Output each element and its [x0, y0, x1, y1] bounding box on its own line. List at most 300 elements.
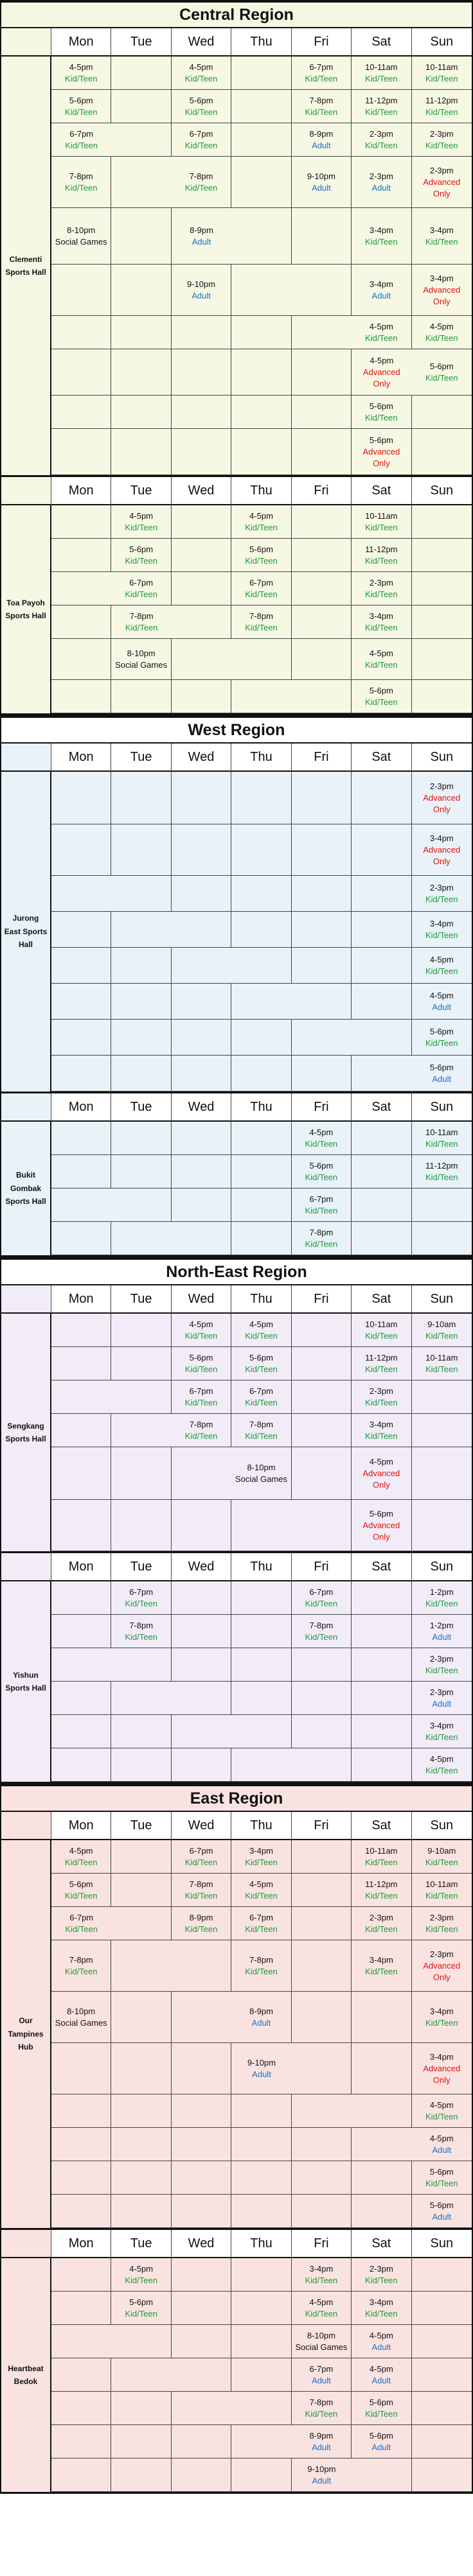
- empty-slot: [292, 1414, 352, 1447]
- session-time: 2-3pm: [369, 2263, 393, 2274]
- session-time: 11-12pm: [365, 544, 398, 554]
- session-slot: [292, 1615, 352, 1648]
- empty-slot: [412, 2392, 472, 2425]
- empty-slot: [111, 2195, 171, 2228]
- session-time: 2-3pm: [369, 1386, 393, 1396]
- session-time: 2-3pm: [429, 781, 454, 791]
- session-time: 4-5pm: [429, 2133, 454, 2143]
- session-category: Advanced Only: [362, 367, 400, 388]
- empty-slot: [111, 265, 171, 316]
- region-title: [1, 1257, 472, 1285]
- session-time: 2-3pm: [429, 1949, 454, 1959]
- session-slot: [352, 605, 411, 639]
- session-category: Kid/Teen: [245, 1397, 278, 1407]
- empty-slot: [172, 1188, 231, 1222]
- session-slot: [412, 912, 472, 948]
- session-slot: [412, 1648, 472, 1682]
- session-time: 2-3pm: [429, 1653, 454, 1664]
- empty-slot: [51, 539, 111, 572]
- session-slot: [412, 316, 472, 349]
- session-category: Kid/Teen: [365, 2275, 398, 2285]
- session-category: Advanced Only: [362, 446, 400, 468]
- session-time: 3-4pm: [429, 2006, 454, 2016]
- session-time: 6-7pm: [189, 1386, 213, 1396]
- session-slot: [352, 349, 411, 396]
- session-category: Kid/Teen: [365, 589, 398, 599]
- session-time: 7-8pm: [309, 2397, 334, 2407]
- session-slot: [292, 1222, 352, 1255]
- session-category: Advanced Only: [423, 792, 461, 814]
- session-category: Kid/Teen: [365, 1431, 398, 1441]
- session-category: Adult: [371, 2342, 391, 2352]
- empty-slot: [352, 2128, 411, 2161]
- session-category: Adult: [432, 2145, 452, 2155]
- session-slot: [51, 1874, 111, 1907]
- empty-slot: [172, 2258, 231, 2292]
- empty-slot: [111, 1122, 171, 1155]
- session-time: 6-7pm: [69, 128, 94, 139]
- empty-slot: [292, 1874, 352, 1907]
- session-category: Kid/Teen: [425, 1172, 458, 1182]
- session-category: Kid/Teen: [365, 1397, 398, 1407]
- session-time: 8-10pm: [307, 2330, 335, 2340]
- empty-slot: [172, 316, 231, 349]
- empty-slot: [51, 2392, 111, 2425]
- session-category: Kid/Teen: [305, 2275, 338, 2285]
- session-slot: [352, 680, 411, 713]
- session-category: Kid/Teen: [184, 1364, 218, 1374]
- empty-slot: [51, 1122, 111, 1155]
- day-header-wed: Wed: [172, 2230, 231, 2258]
- empty-slot: [51, 2128, 111, 2161]
- empty-slot: [292, 572, 352, 605]
- session-time: 5-6pm: [369, 401, 393, 411]
- session-category: Kid/Teen: [245, 589, 278, 599]
- region-title: [1, 1784, 472, 1812]
- empty-slot: [352, 1155, 411, 1188]
- day-header-wed: Wed: [172, 744, 231, 772]
- session-slot: [352, 2358, 411, 2392]
- empty-slot: [292, 876, 352, 912]
- empty-slot: [231, 984, 291, 1020]
- session-category: Advanced Only: [362, 1520, 400, 1542]
- day-header-mon: Mon: [51, 1812, 111, 1840]
- session-category: Kid/Teen: [245, 1330, 278, 1341]
- day-header-tue: Tue: [111, 477, 171, 505]
- session-slot: [352, 1500, 411, 1551]
- session-category: Social Games: [235, 1474, 287, 1484]
- day-header-sat: Sat: [352, 477, 411, 505]
- day-header-fri: Fri: [292, 1553, 352, 1581]
- empty-slot: [172, 1992, 231, 2043]
- empty-slot: [412, 680, 472, 713]
- session-category: Kid/Teen: [365, 412, 398, 422]
- session-slot: [111, 2258, 171, 2292]
- empty-slot: [172, 539, 231, 572]
- day-header-sun: Sun: [412, 477, 472, 505]
- session-category: Kid/Teen: [184, 1397, 218, 1407]
- session-time: 4-5pm: [69, 1845, 93, 1856]
- session-time: 5-6pm: [309, 1160, 334, 1171]
- venue-schedule: [1, 1812, 472, 2230]
- day-header-sat: Sat: [352, 1553, 411, 1581]
- empty-slot: [231, 2325, 291, 2358]
- empty-slot: [231, 2425, 291, 2459]
- session-time: 5-6pm: [429, 361, 454, 371]
- empty-slot: [172, 2043, 231, 2094]
- session-time: 4-5pm: [370, 355, 394, 365]
- session-slot: [352, 572, 411, 605]
- session-time: 4-5pm: [189, 62, 213, 72]
- empty-slot: [352, 876, 411, 912]
- empty-slot: [51, 1380, 111, 1414]
- session-time: 3-4pm: [429, 2051, 454, 2062]
- session-time: 8-10pm: [67, 2006, 96, 2016]
- session-time: 6-7pm: [309, 62, 334, 72]
- session-category: Kid/Teen: [425, 1890, 458, 1901]
- empty-slot: [111, 208, 171, 265]
- empty-slot: [292, 208, 352, 265]
- session-category: Kid/Teen: [125, 1632, 157, 1642]
- empty-slot: [172, 639, 231, 680]
- empty-slot: [231, 1748, 291, 1782]
- empty-slot: [352, 2459, 411, 2492]
- empty-slot: [172, 1682, 231, 1715]
- day-header-sun: Sun: [412, 28, 472, 57]
- session-category: Kid/Teen: [365, 522, 398, 532]
- day-header-fri: Fri: [292, 744, 352, 772]
- session-time: 7-8pm: [249, 611, 273, 621]
- session-slot: [412, 1840, 472, 1874]
- empty-slot: [51, 824, 111, 876]
- session-slot: [352, 2292, 411, 2325]
- session-time: 11-12pm: [365, 95, 398, 105]
- session-slot: [412, 2161, 472, 2195]
- session-time: 7-8pm: [309, 95, 334, 105]
- venue-name: Toa Payoh Sports Hall: [1, 505, 51, 713]
- session-category: Kid/Teen: [365, 659, 398, 670]
- session-time: 2-3pm: [369, 1912, 393, 1922]
- session-time: 3-4pm: [369, 225, 393, 235]
- session-category: Kid/Teen: [365, 1966, 398, 1976]
- empty-slot: [231, 429, 291, 475]
- empty-slot: [412, 1222, 472, 1255]
- empty-slot: [352, 1682, 411, 1715]
- session-category: Kid/Teen: [245, 1364, 278, 1374]
- session-category: Adult: [312, 182, 331, 193]
- empty-slot: [51, 265, 111, 316]
- empty-slot: [231, 1500, 291, 1551]
- session-time: 8-10pm: [247, 1462, 276, 1472]
- session-slot: [352, 1447, 411, 1500]
- session-time: 11-12pm: [425, 95, 458, 105]
- session-slot: [352, 2258, 411, 2292]
- empty-slot: [111, 948, 171, 984]
- empty-slot: [172, 2325, 231, 2358]
- session-slot: [292, 2258, 352, 2292]
- session-category: Kid/Teen: [425, 1138, 458, 1149]
- empty-slot: [172, 2195, 231, 2228]
- session-time: 6-7pm: [189, 128, 213, 139]
- session-time: 8-10pm: [127, 648, 156, 658]
- session-time: 5-6pm: [369, 2397, 393, 2407]
- empty-slot: [172, 1020, 231, 1056]
- empty-slot: [172, 948, 231, 984]
- empty-slot: [172, 1748, 231, 1782]
- session-category: Adult: [432, 1002, 452, 1012]
- venue-schedule: [1, 744, 472, 1093]
- empty-slot: [292, 948, 352, 984]
- day-header-sun: Sun: [412, 1553, 472, 1581]
- session-category: Kid/Teen: [365, 107, 398, 117]
- session-category: Adult: [312, 2375, 331, 2385]
- session-time: 4-5pm: [309, 1127, 334, 1137]
- session-slot: [51, 90, 111, 123]
- empty-slot: [352, 1056, 411, 1092]
- empty-slot: [111, 1874, 171, 1907]
- empty-slot: [51, 2195, 111, 2228]
- empty-slot: [111, 1748, 171, 1782]
- session-time: 4-5pm: [369, 648, 393, 658]
- session-category: Kid/Teen: [365, 333, 398, 343]
- empty-slot: [292, 1447, 352, 1500]
- session-slot: [412, 1155, 472, 1188]
- empty-slot: [111, 1188, 171, 1222]
- session-time: 4-5pm: [249, 1319, 273, 1329]
- session-time: 3-4pm: [249, 1845, 273, 1856]
- session-category: Kid/Teen: [365, 1364, 398, 1374]
- empty-slot: [51, 1615, 111, 1648]
- empty-slot: [352, 2161, 411, 2195]
- session-slot: [352, 208, 411, 265]
- session-category: Social Games: [55, 236, 107, 247]
- session-slot: [292, 2459, 352, 2492]
- session-time: 4-5pm: [429, 1754, 454, 1764]
- region-title-text: East Region: [190, 1789, 283, 1807]
- empty-slot: [352, 1122, 411, 1155]
- session-time: 10-11am: [365, 510, 398, 521]
- session-slot: [412, 1347, 472, 1380]
- session-time: 10-11am: [425, 1352, 458, 1362]
- session-category: Adult: [432, 1074, 452, 1084]
- day-header-thu: Thu: [231, 477, 291, 505]
- empty-slot: [231, 2292, 291, 2325]
- empty-slot: [51, 1648, 111, 1682]
- empty-slot: [51, 984, 111, 1020]
- session-category: Kid/Teen: [64, 1890, 98, 1901]
- session-category: Adult: [312, 2442, 331, 2452]
- region-title: [1, 715, 472, 744]
- session-category: Kid/Teen: [425, 930, 458, 940]
- session-category: Adult: [432, 1632, 452, 1642]
- empty-slot: [51, 1715, 111, 1748]
- session-slot: [172, 208, 231, 265]
- session-slot: [292, 57, 352, 90]
- empty-slot: [51, 680, 111, 713]
- session-category: Adult: [371, 2375, 391, 2385]
- venue-schedule: [1, 1285, 472, 1553]
- empty-slot: [111, 1447, 171, 1500]
- empty-slot: [231, 1056, 291, 1092]
- session-time: 7-8pm: [189, 171, 213, 181]
- session-time: 4-5pm: [429, 321, 454, 331]
- empty-slot: [352, 2195, 411, 2228]
- session-slot: [292, 2392, 352, 2425]
- session-slot: [111, 1615, 171, 1648]
- session-time: 5-6pm: [69, 1879, 93, 1889]
- session-slot: [352, 2392, 411, 2425]
- empty-slot: [231, 1155, 291, 1188]
- session-category: Kid/Teen: [245, 622, 278, 632]
- session-category: Kid/Teen: [125, 622, 158, 632]
- session-category: Kid/Teen: [425, 372, 458, 383]
- day-header-wed: Wed: [172, 1285, 231, 1314]
- day-header-sat: Sat: [352, 1285, 411, 1314]
- empty-slot: [172, 1940, 231, 1992]
- session-slot: [111, 2292, 171, 2325]
- session-category: Kid/Teen: [64, 182, 98, 193]
- empty-slot: [172, 1447, 231, 1500]
- empty-slot: [231, 316, 291, 349]
- session-slot: [231, 1347, 291, 1380]
- session-category: Kid/Teen: [425, 333, 458, 343]
- empty-slot: [172, 1615, 231, 1648]
- session-category: Social Games: [55, 2017, 107, 2028]
- empty-slot: [412, 539, 472, 572]
- session-category: Kid/Teen: [425, 107, 458, 117]
- empty-slot: [231, 2392, 291, 2425]
- empty-slot: [292, 1500, 352, 1551]
- empty-slot: [231, 1682, 291, 1715]
- session-time: 4-5pm: [369, 2363, 393, 2374]
- day-header-sat: Sat: [352, 1812, 411, 1840]
- empty-slot: [172, 2425, 231, 2459]
- empty-slot: [51, 505, 111, 539]
- empty-slot: [111, 1314, 171, 1347]
- session-slot: [412, 208, 472, 265]
- empty-slot: [412, 2258, 472, 2292]
- empty-slot: [172, 429, 231, 475]
- session-time: 7-8pm: [249, 1954, 273, 1965]
- session-slot: [412, 349, 472, 396]
- empty-slot: [111, 1940, 171, 1992]
- session-time: 5-6pm: [369, 685, 393, 695]
- session-time: 1-2pm: [429, 1587, 454, 1597]
- day-header-sat: Sat: [352, 744, 411, 772]
- empty-slot: [292, 680, 352, 713]
- empty-slot: [412, 2292, 472, 2325]
- session-time: 5-6pm: [189, 1352, 213, 1362]
- session-slot: [412, 824, 472, 876]
- session-time: 3-4pm: [429, 918, 454, 928]
- session-category: Social Games: [295, 2342, 348, 2352]
- session-slot: [292, 90, 352, 123]
- session-slot: [111, 572, 171, 605]
- empty-slot: [412, 639, 472, 680]
- empty-slot: [231, 2128, 291, 2161]
- session-category: Kid/Teen: [425, 1857, 458, 1867]
- session-time: 5-6pm: [369, 435, 393, 445]
- session-category: Kid/Teen: [65, 1924, 98, 1934]
- session-slot: [172, 1380, 231, 1414]
- session-slot: [352, 1840, 411, 1874]
- empty-slot: [51, 1748, 111, 1782]
- session-category: Adult: [371, 290, 391, 300]
- day-header-sun: Sun: [412, 1285, 472, 1314]
- session-time: 8-9pm: [189, 1912, 213, 1922]
- session-time: 6-7pm: [309, 1587, 334, 1597]
- session-category: Kid/Teen: [184, 1857, 218, 1867]
- empty-slot: [292, 1380, 352, 1414]
- session-time: 7-8pm: [189, 1419, 213, 1429]
- session-category: Kid/Teen: [305, 73, 338, 83]
- session-time: 4-5pm: [429, 990, 454, 1000]
- session-time: 9-10am: [427, 1845, 456, 1856]
- session-time: 5-6pm: [429, 2166, 454, 2177]
- empty-slot: [51, 1581, 111, 1615]
- session-category: Kid/Teen: [425, 1732, 458, 1742]
- session-time: 7-8pm: [69, 171, 93, 181]
- session-slot: [292, 1155, 352, 1188]
- day-header-mon: Mon: [51, 1285, 111, 1314]
- session-slot: [352, 157, 411, 208]
- empty-slot: [111, 2325, 171, 2358]
- session-time: 3-4pm: [369, 611, 393, 621]
- session-time: 10-11am: [425, 1879, 458, 1889]
- day-header-thu: Thu: [231, 1093, 291, 1122]
- session-category: Social Games: [115, 659, 168, 670]
- session-category: Adult: [312, 2475, 332, 2485]
- session-category: Kid/Teen: [64, 73, 98, 83]
- session-category: Kid/Teen: [125, 2308, 157, 2319]
- session-slot: [412, 157, 472, 208]
- day-header-fri: Fri: [292, 1093, 352, 1122]
- session-slot: [231, 539, 291, 572]
- session-slot: [292, 157, 352, 208]
- session-category: Kid/Teen: [125, 555, 157, 566]
- session-category: Kid/Teen: [365, 1330, 398, 1341]
- empty-slot: [172, 2459, 231, 2492]
- empty-slot: [172, 1581, 231, 1615]
- empty-slot: [292, 1907, 352, 1940]
- session-slot: [111, 1581, 171, 1615]
- session-category: Kid/Teen: [425, 966, 458, 976]
- empty-slot: [231, 1615, 291, 1648]
- session-category: Kid/Teen: [365, 2308, 398, 2319]
- empty-slot: [111, 1414, 171, 1447]
- session-time: 2-3pm: [369, 128, 393, 139]
- session-time: 5-6pm: [369, 2430, 393, 2441]
- session-slot: [231, 1907, 291, 1940]
- session-category: Kid/Teen: [365, 73, 398, 83]
- empty-slot: [352, 772, 411, 824]
- session-category: Kid/Teen: [184, 1890, 218, 1901]
- session-category: Kid/Teen: [245, 1966, 278, 1976]
- empty-slot: [292, 2128, 352, 2161]
- session-slot: [172, 1347, 231, 1380]
- day-header-thu: Thu: [231, 1812, 291, 1840]
- session-category: Advanced Only: [423, 844, 461, 866]
- session-category: Kid/Teen: [425, 1364, 458, 1374]
- day-header-fri: Fri: [292, 1812, 352, 1840]
- empty-slot: [111, 123, 171, 157]
- session-category: Adult: [432, 2211, 452, 2222]
- day-header-sun: Sun: [412, 2230, 472, 2258]
- session-slot: [412, 876, 472, 912]
- session-time: 11-12pm: [365, 1352, 398, 1362]
- session-slot: [412, 2128, 472, 2161]
- session-slot: [412, 1020, 472, 1056]
